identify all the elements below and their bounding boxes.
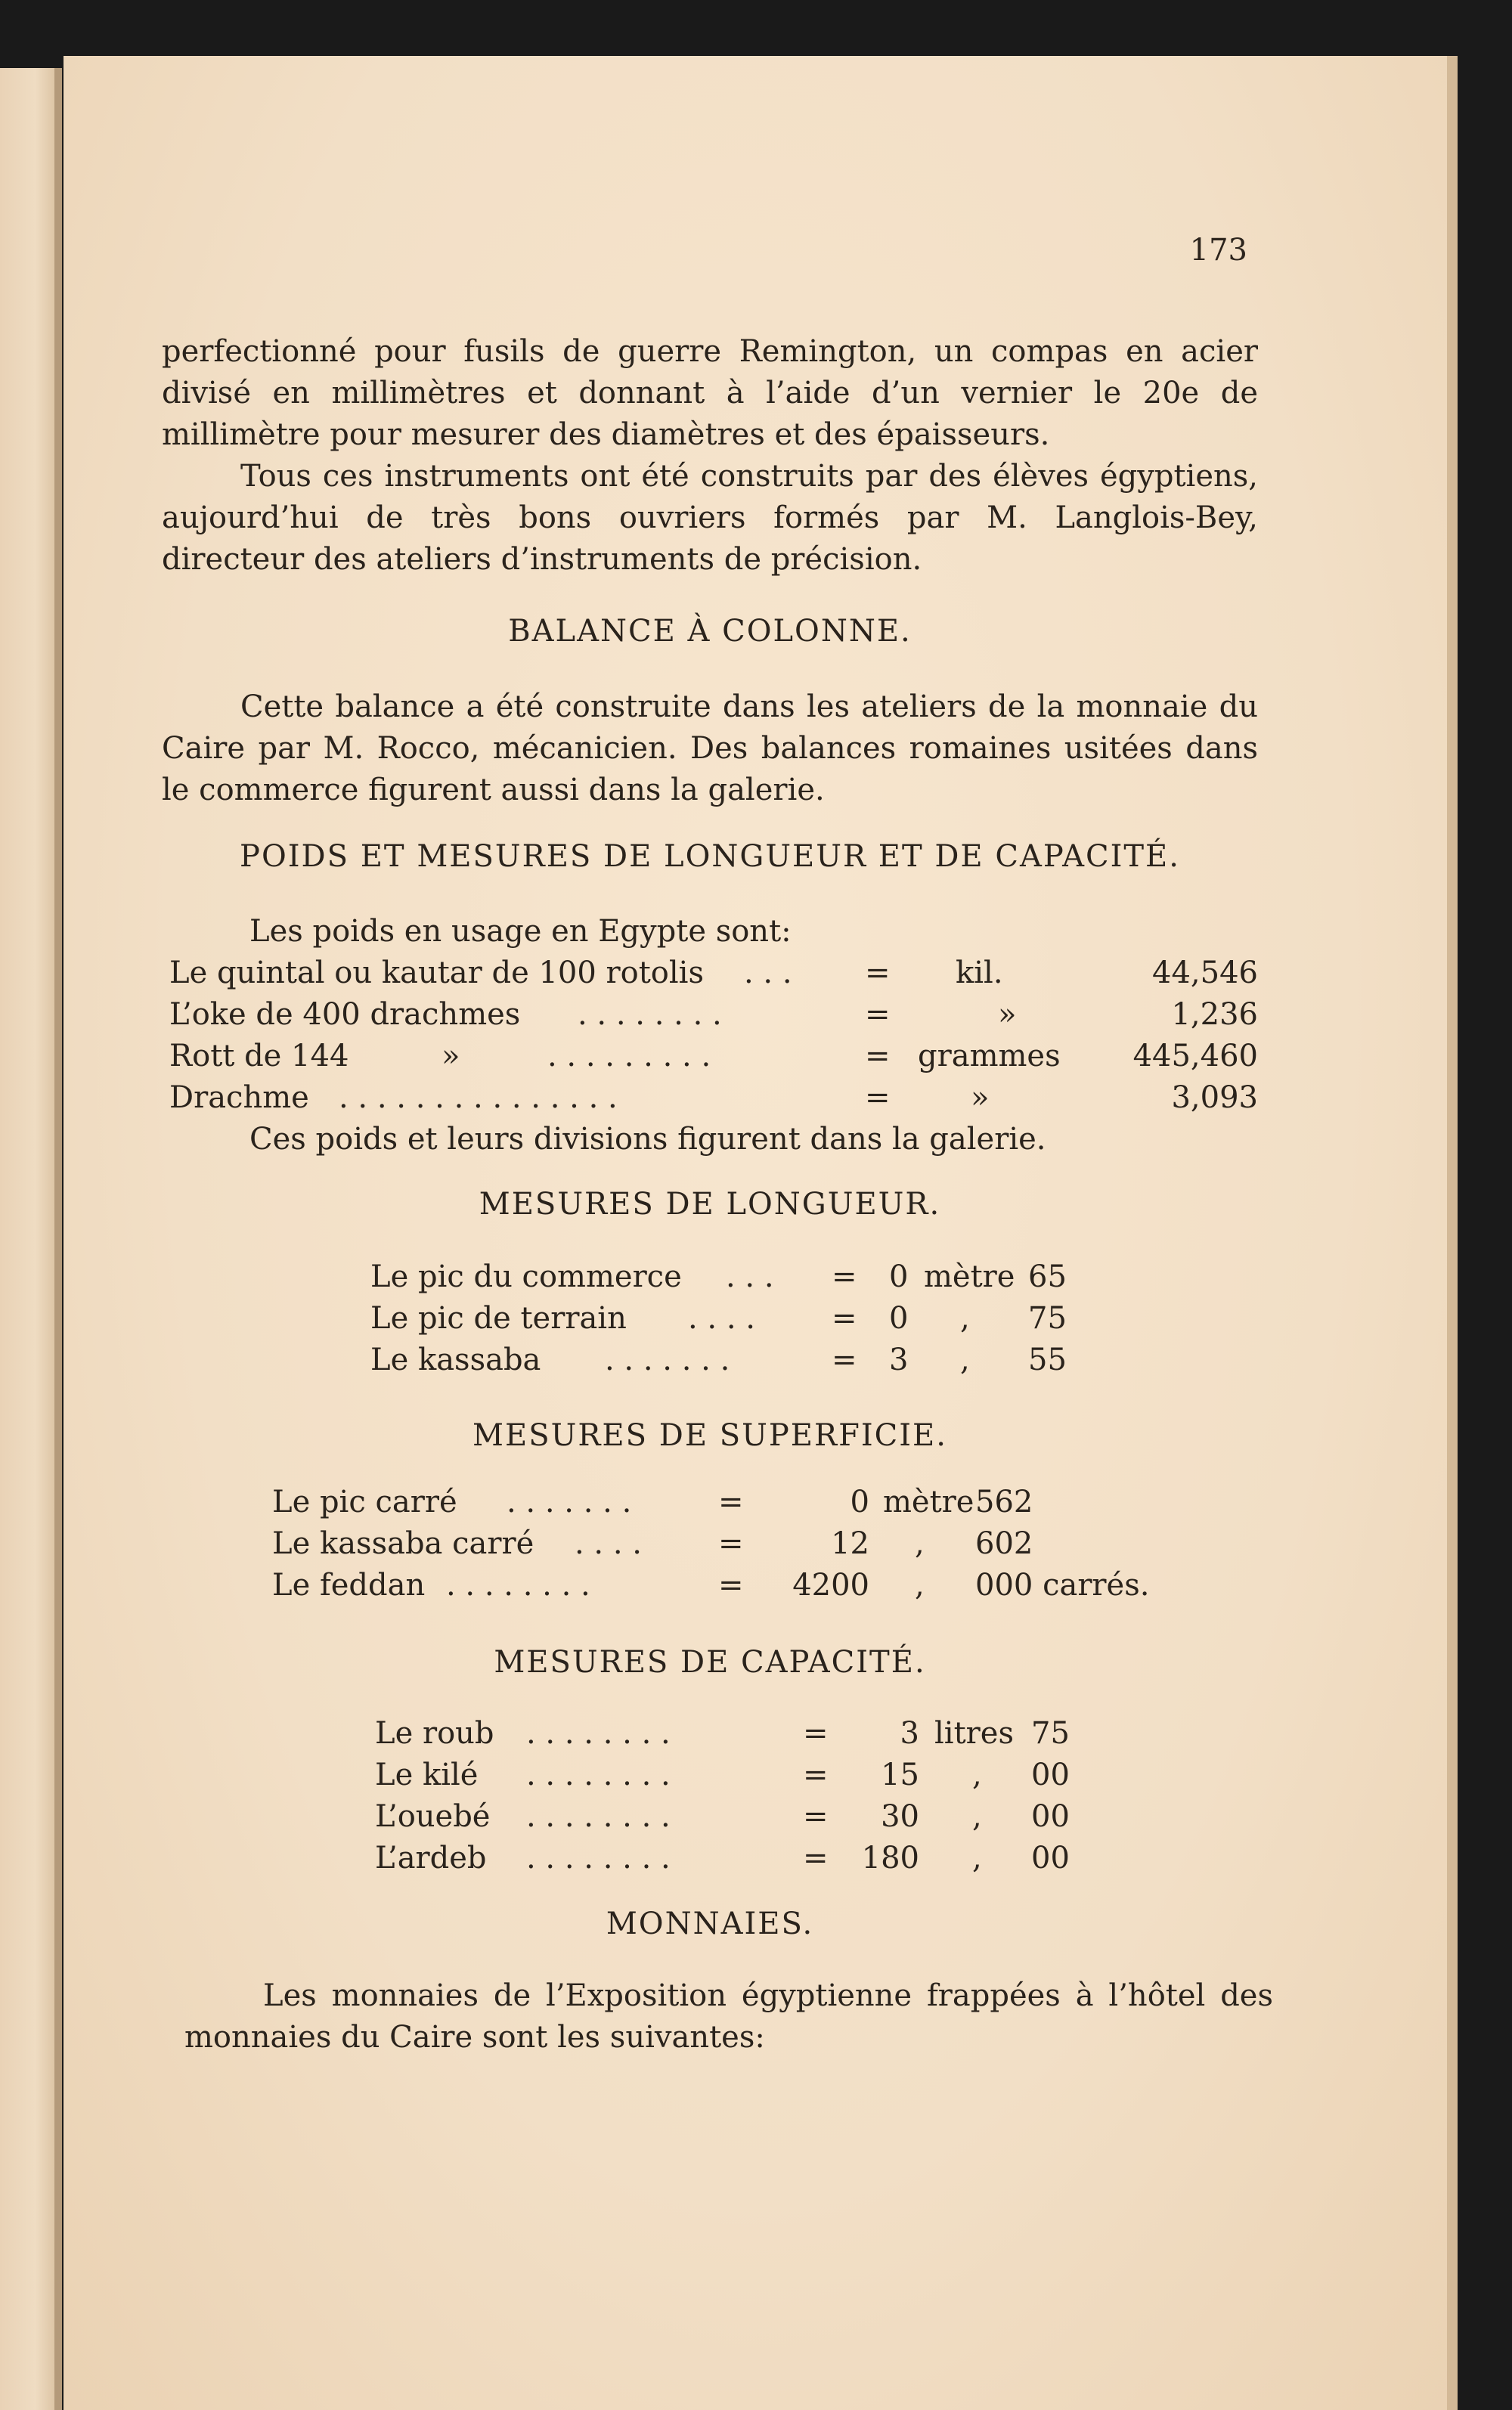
monnaies-text <box>184 1975 1273 2058</box>
poids-label: Le quintal ou kautar de 100 rotolis <box>169 956 704 990</box>
capacite-dots: . . . . . . . . <box>526 1841 671 1876</box>
poids-row <box>169 1077 1258 1119</box>
poids-equals: = <box>865 1039 891 1073</box>
superficie-label: Le kassaba carré <box>272 1526 534 1561</box>
capacite-unit: , <box>972 1841 982 1876</box>
capacite-dots: . . . . . . . . <box>526 1758 671 1792</box>
longueur-a: 0 <box>889 1301 909 1336</box>
poids-row <box>169 953 1258 994</box>
superficie-a: 12 <box>831 1526 869 1561</box>
capacite-row <box>375 1838 1131 1879</box>
heading-poids-mesures: POIDS ET MESURES DE LONGUEUR ET DE CAPACITÉ. <box>240 839 1180 874</box>
superficie-unit: , <box>915 1526 925 1561</box>
longueur-dots: . . . <box>726 1259 774 1294</box>
poids-row <box>169 1036 1258 1077</box>
poids-unit: kil. <box>956 956 1003 990</box>
paragraph-continuation: perfectionné pour fusils de guerre Remington, un compas en acier divisé en millimètres et donnant à l’aide d’un vernier le 20e de millimètre pour mesurer des diamètres et des épaisseurs. <box>162 334 1258 452</box>
capacite-row <box>375 1796 1131 1838</box>
capacite-equals: = <box>803 1758 829 1792</box>
capacite-label: L’ouebé <box>375 1799 491 1834</box>
book-gutter <box>54 68 62 2410</box>
longueur-equals: = <box>832 1259 857 1294</box>
capacite-label: Le kilé <box>375 1758 479 1792</box>
superficie-equals: = <box>718 1485 744 1519</box>
capacite-row <box>375 1713 1131 1755</box>
superficie-unit: , <box>915 1568 925 1603</box>
paragraph-monnaies: Les monnaies de l’Exposition égyptienne frappées à l’hôtel des monnaies du Caire sont les suivantes: <box>184 1978 1273 2055</box>
heading-longueur: MESURES DE LONGUEUR. <box>479 1187 941 1222</box>
poids-unit: grammes <box>918 1039 1061 1073</box>
capacite-equals: = <box>803 1799 829 1834</box>
poids-value: 1,236 <box>1171 997 1258 1032</box>
longueur-a: 3 <box>889 1343 909 1377</box>
superficie-label: Le pic carré <box>272 1485 457 1519</box>
page-number: 173 <box>1189 233 1247 268</box>
capacite-a: 180 <box>861 1841 919 1876</box>
longueur-row <box>370 1256 1126 1298</box>
superficie-a: 0 <box>850 1485 869 1519</box>
longueur-b: 55 <box>1028 1343 1067 1377</box>
poids-value: 445,460 <box>1132 1039 1258 1073</box>
superficie-dots: . . . . <box>575 1526 643 1561</box>
superficie-b: 000 carrés. <box>975 1568 1150 1603</box>
poids-unit: » <box>971 1080 990 1115</box>
longueur-equals: = <box>832 1343 857 1377</box>
superficie-dots: . . . . . . . <box>507 1485 632 1519</box>
capacite-label: L’ardeb <box>375 1841 487 1876</box>
capacite-b: 00 <box>1031 1799 1070 1834</box>
capacite-unit: , <box>972 1799 982 1834</box>
poids-intro: Les poids en usage en Egypte sont: <box>249 914 792 949</box>
poids-dots: . . . . . . . . . <box>547 1039 711 1073</box>
superficie-label: Le feddan <box>272 1568 426 1603</box>
longueur-b: 75 <box>1028 1301 1067 1336</box>
capacite-equals: = <box>803 1716 829 1751</box>
longueur-unit: , <box>960 1301 970 1336</box>
capacite-a: 30 <box>881 1799 919 1834</box>
longueur-label: Le pic de terrain <box>370 1301 627 1336</box>
capacite-label: Le roub <box>375 1716 494 1751</box>
heading-balance: BALANCE À COLONNE. <box>508 614 912 649</box>
capacite-a: 3 <box>900 1716 919 1751</box>
capacite-unit: litres <box>934 1716 1014 1751</box>
capacite-unit: , <box>972 1758 982 1792</box>
longueur-row <box>370 1340 1126 1381</box>
capacite-dots: . . . . . . . . <box>526 1716 671 1751</box>
superficie-row <box>272 1523 1179 1565</box>
poids-label: L’oke de 400 drachmes <box>169 997 521 1032</box>
heading-monnaies: MONNAIES. <box>606 1907 814 1941</box>
poids-dots: . . . . . . . . . . . . . . . <box>339 1080 618 1115</box>
paragraph-instruments: Tous ces instruments ont été construits par des élèves égyptiens, aujourd’hui de très bons ouvriers formés par M. Langlois-Bey, directeur des ateliers d’instruments de précision. <box>162 459 1258 577</box>
balance-text <box>162 686 1258 811</box>
poids-equals: = <box>865 956 891 990</box>
longueur-unit: , <box>960 1343 970 1377</box>
poids-outro: Ces poids et leurs divisions figurent dans la galerie. <box>249 1122 1046 1157</box>
heading-superficie: MESURES DE SUPERFICIE. <box>472 1418 947 1453</box>
poids-dots: . . . . . . . . <box>578 997 722 1032</box>
poids-equals: = <box>865 1080 891 1115</box>
poids-label: Drachme <box>169 1080 309 1115</box>
poids-ditto: » <box>442 1039 460 1073</box>
capacite-b: 00 <box>1031 1841 1070 1876</box>
capacite-b: 00 <box>1031 1758 1070 1792</box>
paragraph-balance: Cette balance a été construite dans les ateliers de la monnaie du Caire par M. Rocco, mécanicien. Des balances romaines usitées dans le commerce figurent aussi dans la galerie. <box>162 689 1258 807</box>
poids-row <box>169 994 1258 1036</box>
longueur-label: Le pic du commerce <box>370 1259 682 1294</box>
superficie-dots: . . . . . . . . <box>446 1568 590 1603</box>
superficie-equals: = <box>718 1568 744 1603</box>
longueur-a: 0 <box>889 1259 909 1294</box>
capacite-equals: = <box>803 1841 829 1876</box>
capacite-b: 75 <box>1031 1716 1070 1751</box>
superficie-row <box>272 1565 1179 1606</box>
poids-unit: » <box>998 997 1017 1032</box>
capacite-dots: . . . . . . . . <box>526 1799 671 1834</box>
poids-equals: = <box>865 997 891 1032</box>
superficie-row <box>272 1482 1179 1523</box>
longueur-dots: . . . . . . . <box>605 1343 730 1377</box>
capacite-a: 15 <box>881 1758 919 1792</box>
poids-value: 3,093 <box>1171 1080 1258 1115</box>
facing-page-edge <box>0 68 59 2410</box>
longueur-dots: . . . . <box>688 1301 756 1336</box>
longueur-label: Le kassaba <box>370 1343 541 1377</box>
superficie-unit: mètre <box>883 1485 974 1519</box>
longueur-unit: mètre <box>924 1259 1015 1294</box>
heading-capacite: MESURES DE CAPACITÉ. <box>494 1645 926 1680</box>
page-right-edge <box>1447 56 1458 2410</box>
poids-value: 44,546 <box>1152 956 1258 990</box>
capacite-row <box>375 1755 1131 1796</box>
superficie-b: 562 <box>975 1485 1033 1519</box>
intro-text <box>162 331 1258 581</box>
longueur-b: 65 <box>1028 1259 1067 1294</box>
poids-label: Rott de 144 <box>169 1039 349 1073</box>
superficie-equals: = <box>718 1526 744 1561</box>
poids-dots: . . . <box>744 956 792 990</box>
superficie-b: 602 <box>975 1526 1033 1561</box>
superficie-a: 4200 <box>792 1568 869 1603</box>
longueur-equals: = <box>832 1301 857 1336</box>
longueur-row <box>370 1298 1126 1340</box>
